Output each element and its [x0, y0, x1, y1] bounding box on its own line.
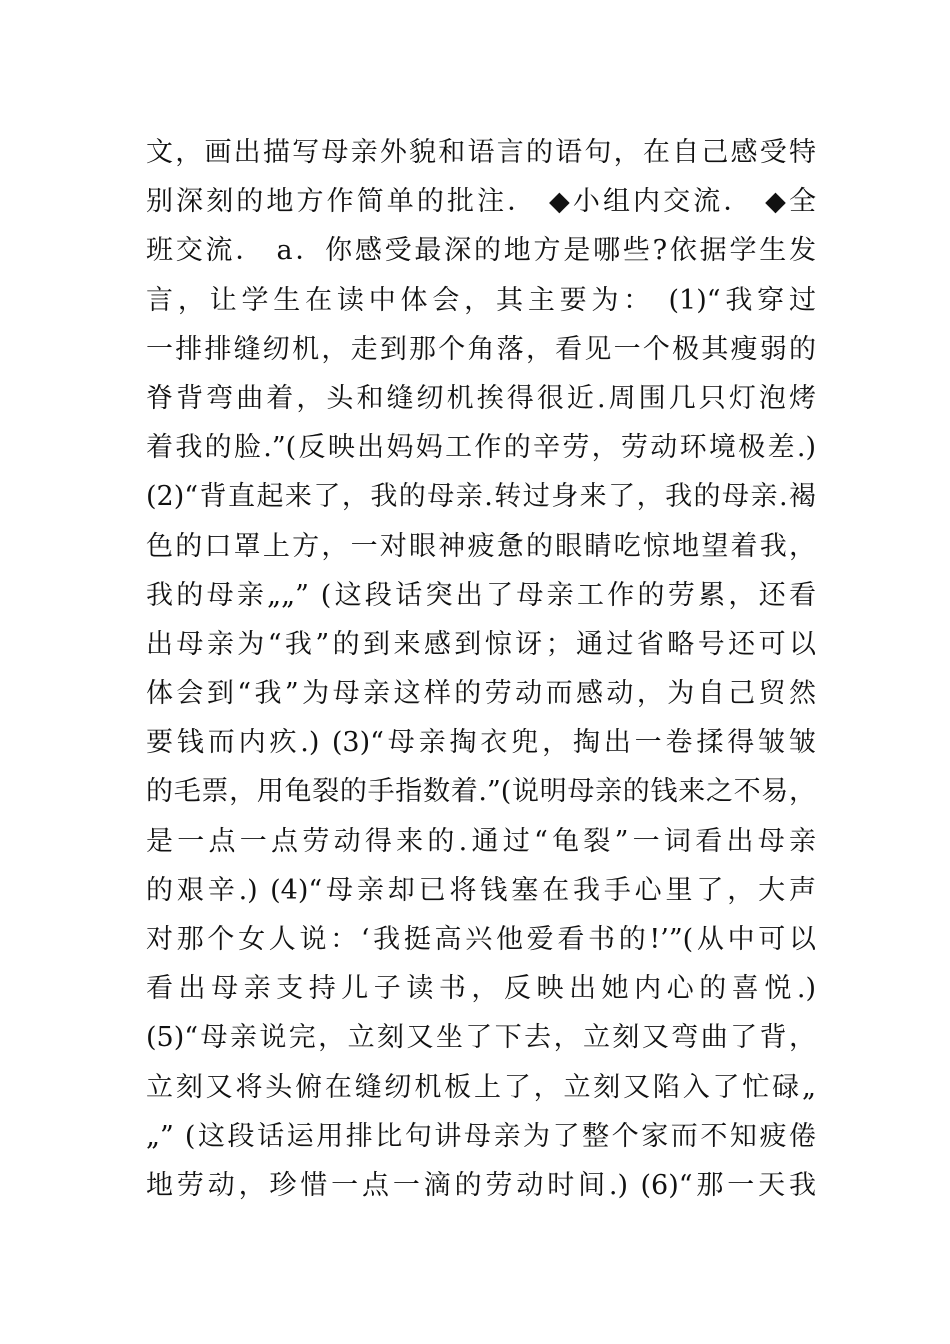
text-line: 一排排缝纫机，走到那个角落，看见一个极其瘦弱的: [146, 333, 816, 365]
text-line: 要钱而内疚.) (3)“母亲掏衣兜，掏出一卷揉得皱皱: [146, 727, 816, 759]
text-line: 文，画出描写母亲外貌和语言的语句，在自己感受特: [146, 137, 816, 168]
text-line: „” (这段话运用排比句讲母亲为了整个家而不知疲倦: [146, 1120, 816, 1152]
text-line: 我的母亲„„” (这段话突出了母亲工作的劳累，还看: [146, 579, 816, 611]
text-line: 言，让学生在读中体会，其主要为： (1)“我穿过: [146, 284, 816, 316]
text-line: 着我的脸.”(反映出妈妈工作的辛劳，劳动环境极差.): [146, 432, 816, 464]
text-line: (5)“母亲说完，立刻又坐了下去，立刻又弯曲了背，: [146, 1022, 816, 1054]
text-line: 看出母亲支持儿子读书，反映出她内心的喜悦.): [146, 973, 816, 1005]
body-text: [146, 128, 816, 1210]
text-line: 别深刻的地方作简单的批注． ◆小组内交流． ◆全: [146, 186, 816, 218]
text-line: 脊背弯曲着，头和缝纫机挨得很近.周围几只灯泡烤: [146, 382, 816, 414]
text-line: 地劳动，珍惜一点一滴的劳动时间.) (6)“那一天我: [146, 1169, 816, 1201]
text-line: 对那个女人说：‘我挺高兴他爱看书的!’”(从中可以: [146, 924, 816, 955]
text-line: 出母亲为“我”的到来感到惊讶；通过省略号还可以: [146, 628, 816, 660]
text-line: 体会到“我”为母亲这样的劳动而感动，为自己贸然: [146, 678, 816, 710]
text-line: 班交流． a．你感受最深的地方是哪些?依据学生发: [146, 235, 816, 267]
text-line: (2)“背直起来了，我的母亲.转过身来了，我的母亲.褐: [146, 481, 816, 513]
text-line: 立刻又将头俯在缝纫机板上了，立刻又陷入了忙碌„: [146, 1071, 816, 1103]
text-line: 的毛票，用龟裂的手指数着.”(说明母亲的钱来之不易，: [146, 776, 816, 808]
text-line: 色的口罩上方，一对眼神疲惫的眼睛吃惊地望着我，: [146, 530, 816, 562]
text-line: 的艰辛.) (4)“母亲却已将钱塞在我手心里了，大声: [146, 874, 816, 906]
text-line: 是一点一点劳动得来的.通过“龟裂”一词看出母亲: [146, 825, 816, 857]
